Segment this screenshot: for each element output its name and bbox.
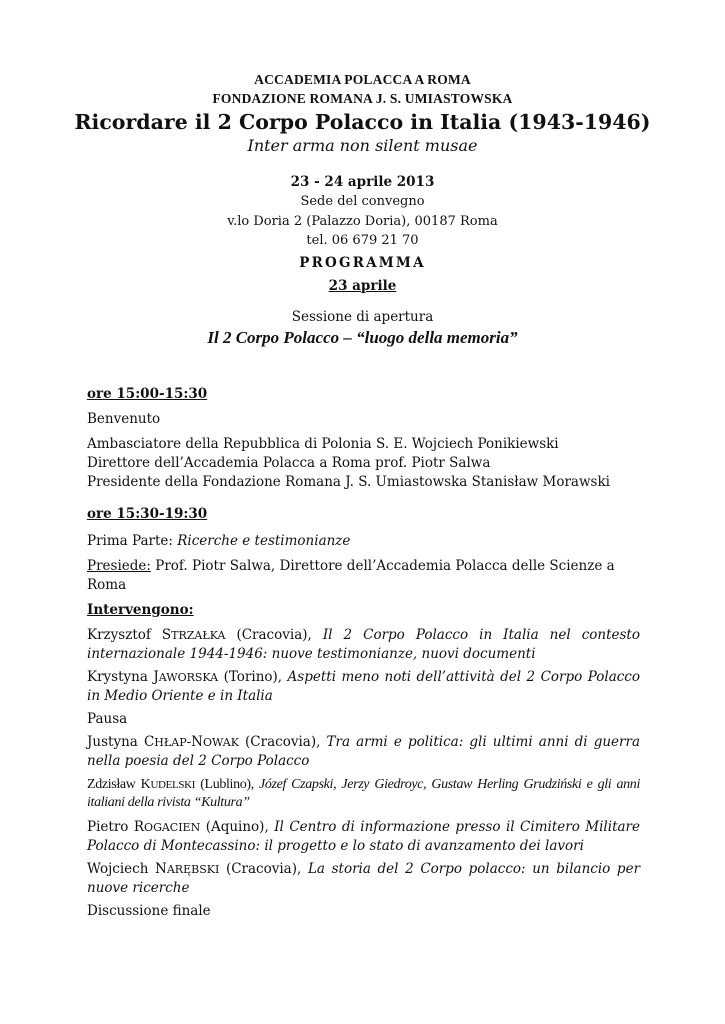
talk-title: Józef Czapski, Jerzy Giedroyc, Gustaw Herling Grudziński e gli anni italiani della rivista “Kultura”: [87, 777, 640, 810]
talk-title: Il 2 Corpo Polacco in Italia nel contesto internazionale 1944-1946: nuove testimonianze, nuovi documenti: [87, 627, 640, 662]
speaker-city: (Aquino),: [200, 819, 275, 835]
slot-1: [87, 385, 640, 492]
speaker-surname-initial: R: [133, 819, 145, 835]
talk-item: [87, 776, 640, 812]
part-title: Ricerche e testimonianze: [177, 533, 351, 549]
slot-1-time: ore 15:00-15:30: [87, 386, 208, 402]
speaker-surname: AWORSKA: [158, 671, 219, 684]
speaker-surname: OGACIEN: [144, 821, 201, 834]
institution-line-2: FONDAZIONE ROMANA J. S. UMIASTOWSKA: [212, 91, 513, 106]
slot-1-title: Benvenuto: [87, 411, 161, 427]
speaker-first-name: Krystyna: [87, 669, 154, 685]
institution-line-1: ACCADEMIA POLACCA A ROMA: [254, 72, 471, 87]
session-title: Il 2 Corpo Polacco – “luogo della memoria”: [207, 327, 518, 347]
program-heading: PROGRAMMA: [299, 254, 426, 271]
day-heading: 23 aprile: [328, 277, 397, 294]
speaker-line: Presidente della Fondazione Romana J. S. Umiastowska Stanisław Morawski: [87, 474, 610, 490]
slot-2: [87, 505, 640, 921]
speaker-city: (Cracovia),: [238, 734, 327, 750]
talk-item: [87, 668, 640, 706]
event-dates: 23 - 24 aprile 2013: [290, 174, 435, 190]
speaker-first-name: Pietro: [87, 819, 134, 835]
talk-item: [87, 818, 640, 856]
talk-item: [87, 733, 640, 771]
talk-item: [87, 860, 640, 898]
speaker-surname-initial: S: [161, 627, 172, 643]
venue-address: v.lo Doria 2 (Palazzo Doria), 00187 Roma: [227, 213, 498, 229]
speaker-first-name: Wojciech: [87, 861, 156, 877]
speaker-surname: TRZAŁKA: [171, 629, 226, 642]
speaker-first-name: Krzysztof: [87, 627, 162, 643]
chair-line: [87, 557, 640, 595]
slot-1-speakers: [87, 435, 640, 492]
motto: Inter arma non silent musae: [247, 136, 478, 155]
speaker-first-name: Zdzisław: [87, 777, 141, 792]
closing-discussion: Discussione finale: [87, 903, 211, 919]
part-label: Prima Parte:: [87, 533, 173, 549]
speaker-first-name: Justyna: [87, 734, 144, 750]
speakers-heading: Intervengono:: [87, 602, 194, 618]
chair-name: Prof. Piotr Salwa, Direttore dell’Accademia Polacca delle Scienze a Roma: [87, 558, 615, 593]
speaker-surname: UDELSKI: [150, 779, 196, 791]
pause: Pausa: [87, 711, 128, 727]
slot-2-time: ore 15:30-19:30: [87, 506, 208, 522]
chair-label: Presiede:: [87, 558, 151, 574]
session-label: Sessione di apertura: [291, 308, 434, 325]
speaker-surname-initial: K: [140, 777, 151, 792]
speaker-city: (Cracovia),: [219, 861, 308, 877]
talk-title: La storia del 2 Corpo polacco: un bilancio per nuove ricerche: [87, 861, 641, 896]
speaker-city: (Lublino),: [195, 777, 260, 792]
speaker-surname: OWAK: [202, 736, 239, 749]
venue-label: Sede del convegno: [300, 194, 425, 209]
talk-title: Il Centro di informazione presso il Cimitero Militare Polacco di Montecassino: il progetto e lo stato di avanzamento dei lavori: [87, 819, 640, 854]
speaker-surname: HŁAP: [154, 736, 187, 749]
speaker-line: Direttore dell’Accademia Polacca a Roma prof. Piotr Salwa: [87, 455, 491, 471]
talk-title: Aspetti meno noti dell’attività del 2 Corpo Polacco in Medio Oriente e in Italia: [87, 669, 640, 704]
speaker-city: (Torino),: [218, 669, 288, 685]
header: [0, 70, 725, 349]
speaker-surname-initial: N: [155, 861, 167, 877]
part-line: [87, 532, 640, 551]
speaker-line: Ambasciatore della Repubblica di Polonia S. E. Wojciech Ponikiewski: [87, 436, 559, 452]
speaker-surname-initial: -N: [186, 734, 203, 750]
talk-title: Tra armi e politica: gli ultimi anni di guerra nella poesia del 2 Corpo Polacco: [87, 734, 641, 769]
speaker-surname-initial: C: [143, 734, 155, 750]
speaker-surname-initial: J: [153, 669, 159, 685]
talk-item: [87, 626, 640, 664]
page-title: Ricordare il 2 Corpo Polacco in Italia (1943-1946): [74, 110, 651, 134]
speaker-city: (Cracovia),: [225, 627, 323, 643]
venue-phone: tel. 06 679 21 70: [306, 233, 419, 248]
speaker-surname: ARĘBSKI: [166, 863, 220, 876]
